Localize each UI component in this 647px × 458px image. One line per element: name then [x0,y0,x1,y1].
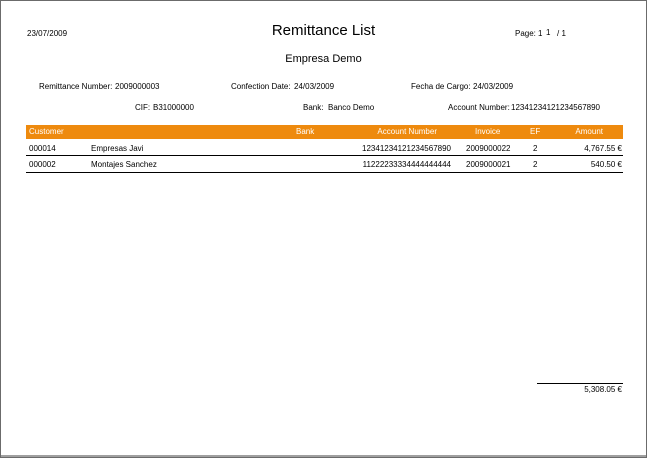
bank-label: Bank: [303,103,324,112]
row-invoice: 2009000022 [466,144,511,153]
table-bottom-rule [26,172,623,173]
charge-date-value: 24/03/2009 [473,82,514,91]
row-customer-name: Empresas Javi [91,144,144,153]
table-row [26,157,623,171]
report-title: Remittance List [271,22,376,39]
header-bank: Bank [296,127,315,136]
row-divider [26,155,623,156]
account-number-label: Account Number: [448,103,510,112]
grand-total: 5,308.05 € [584,385,622,394]
row-account-number: 12341234121234567890 [362,144,451,153]
page-current: 1 [538,29,543,38]
confection-date-value: 24/03/2009 [294,82,335,91]
remittance-number-value: 2009000003 [115,82,160,91]
total-rule [537,383,623,384]
bank-value: Banco Demo [328,103,375,112]
account-number-value: 12341234121234567890 [511,103,600,112]
table-header [26,125,623,139]
charge-date-label: Fecha de Cargo: [411,82,471,91]
page-label: Page: [515,29,536,38]
header-customer: Customer [29,127,64,136]
row-ef: 2 [533,160,538,169]
company-name: Empresa Demo [285,53,362,65]
cif-value: B31000000 [153,103,194,112]
header-account-number: Account Number [377,127,437,136]
row-invoice: 2009000021 [466,160,511,169]
row-customer-name: Montajes Sanchez [91,160,157,169]
row-amount: 540.50 € [590,160,622,169]
row-account-number: 11222233334444444444 [362,160,451,169]
row-ef: 2 [533,144,538,153]
header-invoice: Invoice [475,127,501,136]
page-total: / 1 [557,29,566,38]
row-customer-code: 000014 [29,144,56,153]
header-ef: EF [530,127,541,136]
confection-date-label: Confection Date: [231,82,291,91]
page-current-alt: 1 [546,28,551,37]
table-row [26,141,623,155]
row-customer-code: 000002 [29,160,56,169]
cif-label: CIF: [135,103,151,112]
remittance-number-label: Remittance Number: [39,82,113,91]
report-date: 23/07/2009 [27,29,68,38]
header-amount: Amount [575,127,603,136]
row-amount: 4,767.55 € [584,144,622,153]
